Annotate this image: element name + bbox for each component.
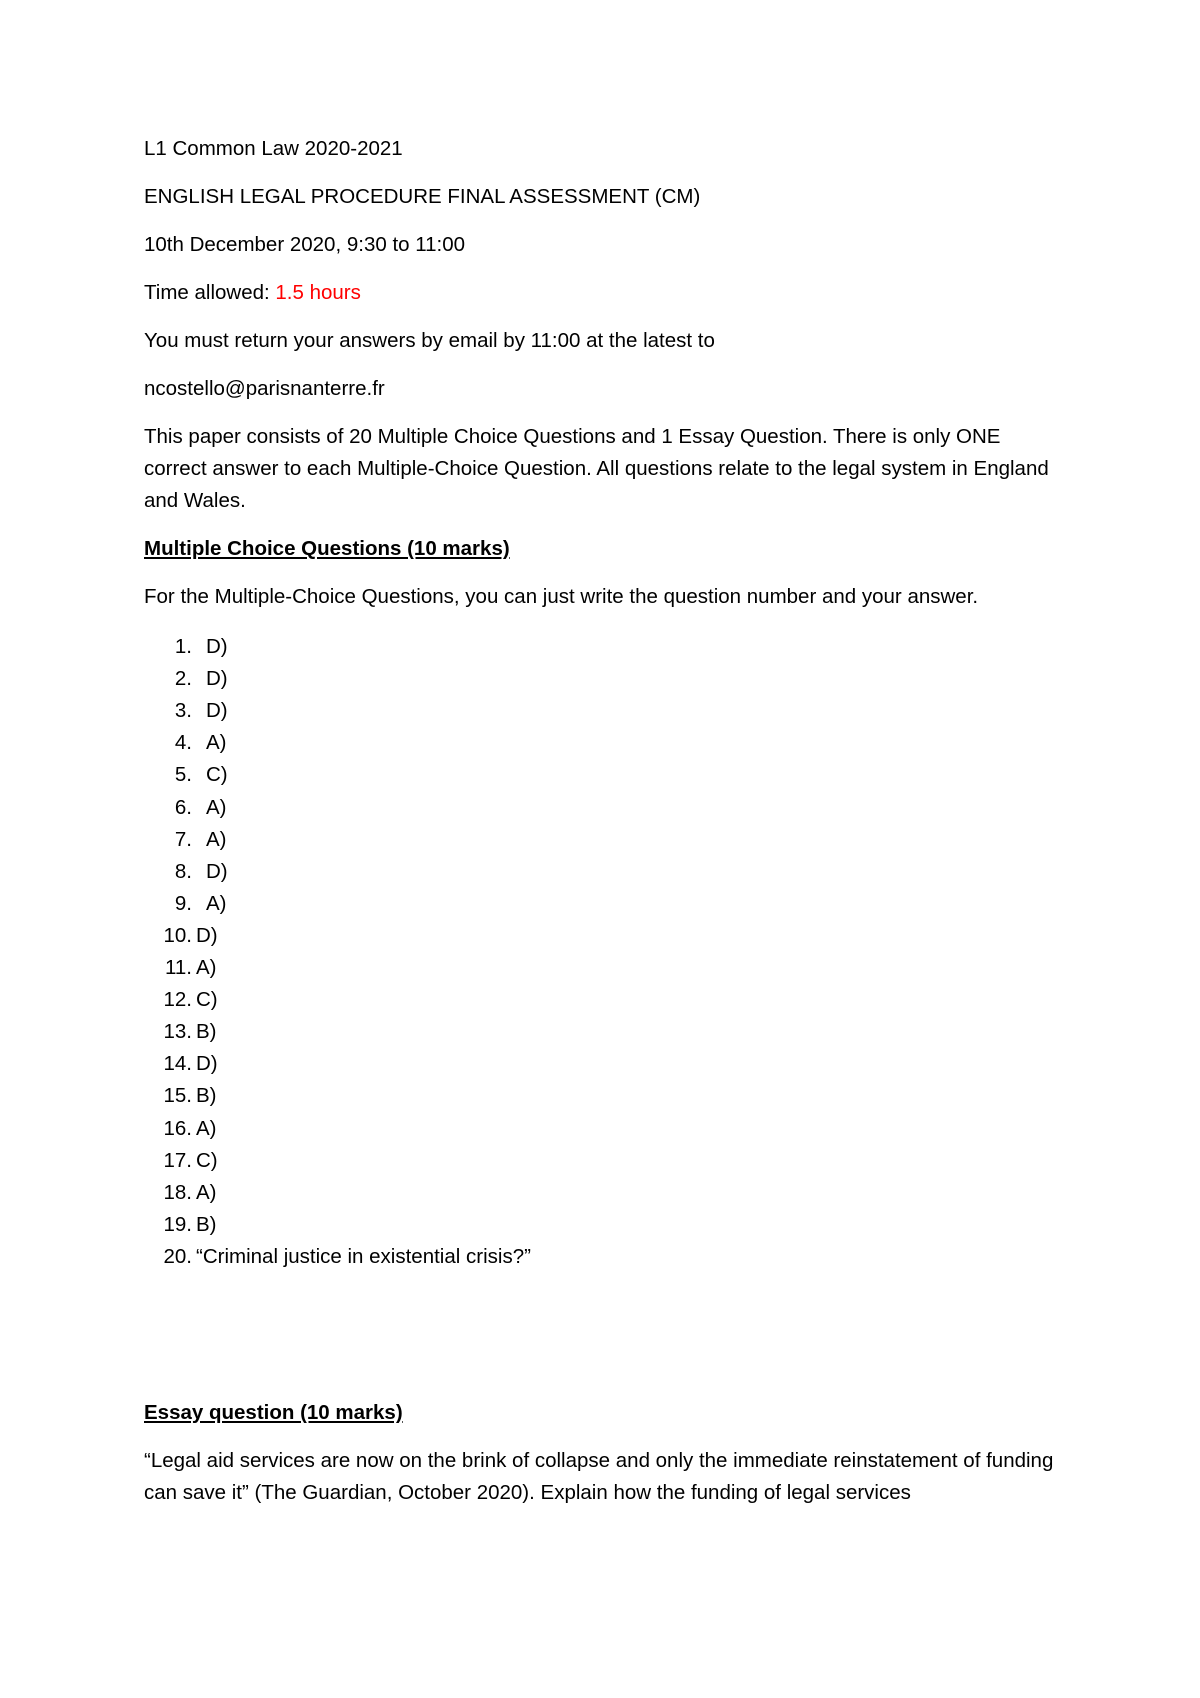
list-item [144,1209,217,1241]
answer-value: C) [206,763,228,787]
question-number: 12. [163,988,192,1012]
answer-value: A) [206,795,227,819]
return-instruction: You must return your answers by email by 11:00 at the latest to [144,329,715,352]
time-allowed-label: Time allowed: [144,281,276,304]
essay-question-text: “Legal aid services are now on the brink of collapse and only the immediate reinstatement of funding can save it” (The Guardian, October 2020). Explain how the funding of legal services [144,1449,1054,1504]
answer-value: D) [206,699,228,723]
question-number: 1. [174,635,192,658]
list-item [144,631,228,663]
answer-value: C) [196,988,218,1012]
question-number: 7. [174,827,192,851]
mcq-instruction: For the Multiple-Choice Questions, you can just write the question number and your answer. [144,585,979,608]
question-number: 18. [163,1180,192,1204]
answer-value: B) [196,1084,217,1108]
answer-value: A) [206,827,227,851]
mcq-heading: Multiple Choice Questions (10 marks) [144,537,510,560]
list-item [144,1241,531,1273]
list-item [144,888,227,920]
question-number: 16. [163,1116,192,1140]
list-item [144,1016,217,1048]
question-number: 2. [174,667,192,691]
list-item [144,695,228,727]
date-line: 10th December 2020, 9:30 to 11:00 [144,233,466,256]
list-item [144,1080,217,1112]
question-number: 15. [163,1084,192,1108]
list-item [144,856,228,888]
question-number: 8. [174,859,192,883]
question-number: 14. [163,1052,192,1076]
answer-value: D) [206,635,228,658]
question-number: 9. [174,891,192,915]
question-number: 3. [174,699,192,723]
list-item [144,1048,218,1080]
answer-value: D) [196,923,218,947]
question-number: 13. [163,1020,192,1044]
assessment-title: ENGLISH LEGAL PROCEDURE FINAL ASSESSMENT (CM) [144,185,701,208]
question-number: 11. [165,956,192,979]
question-number: 6. [174,795,192,819]
time-allowed-line [144,277,361,309]
answer-value: A) [196,956,217,979]
answer-value: A) [206,731,227,755]
question-number: 17. [163,1148,192,1172]
answer-value: A) [196,1180,217,1204]
list-item [144,984,218,1016]
answer-value: A) [196,1116,217,1140]
answer-value: B) [196,1212,217,1236]
answer-value: D) [206,859,228,883]
answer-value: D) [196,1052,218,1076]
list-item [144,759,228,791]
list-item [144,1145,218,1177]
answer-value: A) [206,891,227,915]
list-item [144,1177,217,1209]
question-number: 4. [174,731,192,755]
intro-paragraph: This paper consists of 20 Multiple Choice Questions and 1 Essay Question. There is only ONE correct answer to each Multiple-Choice Question. All questions relate to the legal system in England and Wales. [144,425,1049,512]
question-number: 20. [163,1244,192,1268]
list-item [144,952,217,984]
question-number: 10. [163,923,192,947]
list-item [144,727,227,759]
list-item [144,663,228,695]
list-item [144,1113,217,1145]
answer-value: “Criminal justice in existential crisis?” [196,1244,531,1268]
answer-value: D) [206,667,228,691]
answer-value: C) [196,1148,218,1172]
essay-heading: Essay question (10 marks) [144,1401,403,1424]
course-line: L1 Common Law 2020-2021 [144,137,403,160]
question-number: 19. [163,1212,192,1236]
time-allowed-value: 1.5 hours [275,281,361,304]
question-number: 5. [174,763,192,787]
contact-email: ncostello@parisnanterre.fr [144,377,385,400]
list-item [144,792,227,824]
list-item [144,920,218,952]
answer-value: B) [196,1020,217,1044]
list-item [144,824,227,856]
